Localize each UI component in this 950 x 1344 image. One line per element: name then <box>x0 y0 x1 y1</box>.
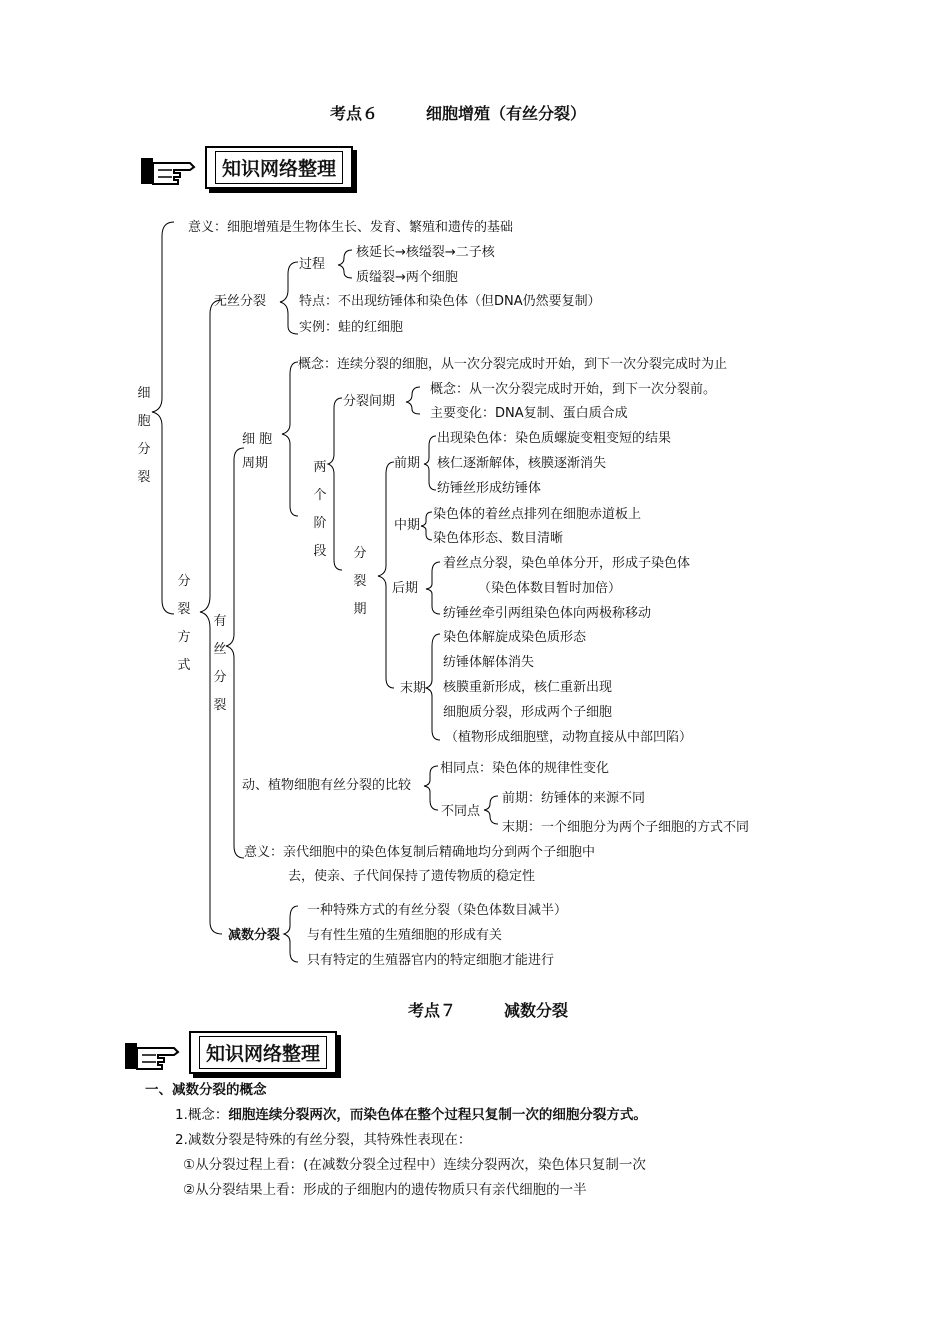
sec7-p3: ①从分裂过程上看：(在减数分裂全过程中）连续分裂两次，染色体只复制一次 <box>183 1157 646 1173</box>
section7-title: 考点７ 减数分裂 <box>408 1001 569 1020</box>
liangge-label: 两个阶段 <box>313 460 327 559</box>
p1-bold: 细胞连续分裂两次，而染色体在整个过程只复制一次的细胞分裂方式。 <box>228 1107 647 1123</box>
pointing-hand-icon <box>124 1040 180 1072</box>
zhouqi-label: 细 胞周期 <box>242 432 273 471</box>
p1-label: 1.概念： <box>175 1107 229 1123</box>
sec7-p4: ②从分裂结果上看：形成的子细胞内的遗传物质只有亲代细胞的一半 <box>183 1182 587 1198</box>
qianqi-1: 出现染色体：染色质螺旋变粗变短的结果 <box>437 431 672 446</box>
moqi-2: 纺锤体解体消失 <box>443 655 535 670</box>
section7-banner: 知识网络整理 <box>189 1031 337 1074</box>
yiyi-2: 去，使亲、子代间保持了遗传物质的稳定性 <box>288 869 536 884</box>
wusi-shili: 实例：蛙的红细胞 <box>299 320 404 335</box>
yiyi-1: 意义：亲代细胞中的染色体复制后精确地均分到两个子细胞中 <box>244 845 596 860</box>
jianqi-gainian: 概念：从一次分裂完成时开始，到下一次分裂前。 <box>430 382 717 397</box>
butong-1: 前期：纺锤体的来源不同 <box>502 791 646 806</box>
houqi-2: （染色体数目暂时加倍） <box>478 581 622 596</box>
fenlieqi-label: 分裂期 <box>353 546 367 617</box>
meaning-line: 意义：细胞增殖是生物体生长、发育、繁殖和遗传的基础 <box>188 220 514 235</box>
qianqi-2: 核仁逐渐解体，核膜逐渐消失 <box>437 456 607 471</box>
moqi-3: 核膜重新形成，核仁重新出现 <box>443 680 613 695</box>
jianshu-label: 减数分裂 <box>228 928 281 943</box>
butong-2: 末期：一个细胞分为两个子细胞的方式不同 <box>502 820 750 835</box>
sec7-p1 <box>175 1106 647 1124</box>
section6-banner: 知识网络整理 <box>205 146 353 189</box>
moqi-5: （植物形成细胞壁，动物直接从中部凹陷） <box>445 730 693 745</box>
houqi-label: 后期 <box>392 581 419 596</box>
zhongqi-label: 中期 <box>394 518 421 533</box>
houqi-3: 纺锤丝牵引两组染色体向两极称移动 <box>443 606 652 621</box>
sec7-p2: 2.减数分裂是特殊的有丝分裂，其特殊性表现在： <box>175 1132 472 1148</box>
zhongqi-1: 染色体的着丝点排列在细胞赤道板上 <box>433 507 642 522</box>
butong-label: 不同点 <box>441 804 481 819</box>
sec7-heading: 一、减数分裂的概念 <box>145 1082 267 1098</box>
jianqi-bianhua: 主要变化：DNA复制、蛋白质合成 <box>430 406 628 421</box>
qianqi-label: 前期 <box>394 456 421 471</box>
wusi-g2: 质缢裂→两个细胞 <box>356 270 458 285</box>
wusi-label: 无丝分裂 <box>214 294 267 309</box>
yousi-label: 有丝分裂 <box>213 614 227 713</box>
zhongqi-2: 染色体形态、数目清晰 <box>433 531 564 546</box>
moqi-1: 染色体解旋成染色质形态 <box>443 630 587 645</box>
qianqi-3: 纺锤丝形成纺锤体 <box>437 481 542 496</box>
guocheng-label: 过程 <box>299 257 326 272</box>
moqi-label: 末期 <box>400 681 427 696</box>
xiangtong: 相同点：染色体的规律性变化 <box>440 761 610 776</box>
jianshu-2: 与有性生殖的生殖细胞的形成有关 <box>307 928 503 943</box>
jianshu-3: 只有特定的生殖器官内的特定细胞才能进行 <box>307 953 555 968</box>
root-label: 细胞分裂 <box>137 386 151 485</box>
moqi-4: 细胞质分裂，形成两个子细胞 <box>443 705 613 720</box>
zhouqi-gainian: 概念：连续分裂的细胞，从一次分裂完成时开始，到下一次分裂完成时为止 <box>298 357 728 372</box>
jianshu-1: 一种特殊方式的有丝分裂（染色体数目减半） <box>307 903 568 918</box>
jianqi-label: 分裂间期 <box>343 394 396 409</box>
bijiao-label: 动、植物细胞有丝分裂的比较 <box>242 778 412 793</box>
houqi-1: 着丝点分裂，染色单体分开，形成子染色体 <box>443 556 691 571</box>
wusi-g1: 核延长→核缢裂→二子核 <box>356 245 495 260</box>
wusi-tedian: 特点：不出现纺锤体和染色体（但DNA仍然要复制） <box>299 294 601 309</box>
section6-title: 考点６ 细胞增殖（有丝分裂） <box>330 104 587 123</box>
fenlie-fangshi-label: 分裂方式 <box>177 574 191 673</box>
